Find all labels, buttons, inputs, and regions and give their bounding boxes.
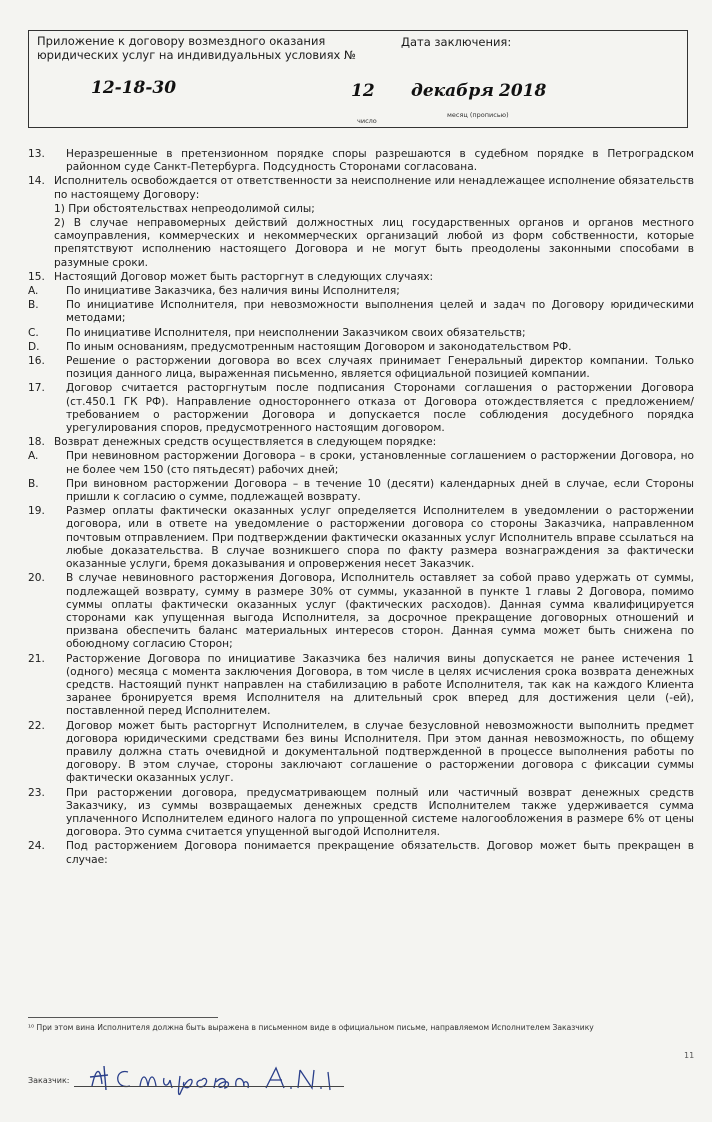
clause-number: 14. <box>28 175 45 188</box>
day-caption: число <box>357 117 377 125</box>
date-label: Дата заключения: <box>401 35 512 49</box>
clause-item <box>0 382 712 435</box>
clause-text: По инициативе Исполнителя, при неисполнении Заказчиком своих обязательств; <box>66 326 526 339</box>
footnote-divider <box>28 1017 218 1018</box>
contract-day: 12 <box>351 81 375 101</box>
clause-number: 16. <box>28 355 45 368</box>
clause-number: 24. <box>28 840 45 853</box>
contract-number: 12-18-30 <box>91 78 177 98</box>
clause-number: D. <box>28 340 40 353</box>
clause-text: Возврат денежных средств осуществляется в следующем порядке: <box>54 436 437 449</box>
clause-text: По инициативе Заказчика, без наличия вины Исполнителя; <box>66 285 400 298</box>
clause-number: B. <box>28 299 39 312</box>
contract-month: декабря <box>411 81 494 101</box>
clause-text: При невиновном расторжении Договора – в сроки, установленные соглашением о расторжении Договора, но не более чем 150 (сто пятьдесят) рабочих дней; <box>66 450 694 476</box>
signature-label: Заказчик: <box>28 1076 70 1085</box>
clause-item <box>0 285 712 298</box>
contract-clauses <box>0 148 712 868</box>
footnote: ¹⁰ При этом вина Исполнителя должна быть выражена в письменном виде в официальном письме, направляемом Исполнителем Заказчику <box>28 1023 594 1032</box>
appendix-title: Приложение к договору возмездного оказания юридических услуг на индивидуальных условиях № <box>37 34 356 62</box>
clause-text: Под расторжением Договора понимается прекращение обязательств. Договор может быть прекращен в случае: <box>66 840 694 866</box>
clause-number: 23. <box>28 786 45 799</box>
clause-item <box>0 271 712 284</box>
clause-text: При виновном расторжении Договора – в течение 10 (десяти) календарных дней в случае, если Стороны пришли к согласию о сумме, подлежащей возврату. <box>66 477 694 504</box>
month-caption: месяц (прописью) <box>447 111 509 119</box>
clause-item <box>0 327 712 340</box>
clause-number: 19. <box>28 505 45 518</box>
clause-text: При расторжении договора, предусматривающем полный или частичный возврат денежных средств Заказчику, из суммы возвращаемых денежных средств Исполнителем также удерживается сумма уплаченного Исполнителем единого налога по упрощенной системе налогообложения в размере 6% от цены договора. Это сумма считается упущенной выгодой Исполнителя. <box>66 786 694 839</box>
clause-item <box>0 148 712 174</box>
clause-item <box>0 787 712 840</box>
clause-item <box>0 203 712 216</box>
clause-number: A. <box>28 450 39 463</box>
clause-number: 20. <box>28 572 45 585</box>
clause-item <box>0 355 712 381</box>
clause-item <box>0 840 712 866</box>
clause-number: 15. <box>28 270 45 283</box>
signature-line <box>74 1086 344 1087</box>
header-box <box>28 30 688 128</box>
page-number: 11 <box>684 1051 695 1060</box>
clause-item <box>0 572 712 651</box>
clause-item <box>0 653 712 719</box>
clause-item <box>0 720 712 786</box>
clause-number: C. <box>28 326 39 339</box>
clause-text: Размер оплаты фактически оказанных услуг определяется Исполнителем в уведомлении о расторжении договора, или в ответе на уведомление о расторжении договора со стороны Заказчика, направленном почтовым отправлением. При подтверждении фактически оказанных услуг Исполнитель вправе ссылаться на любые доказательства. В случае возникшего спора по факту размера вознаграждения за фактически оказанные услуги, бремя доказывания и опровержения несет Заказчик. <box>66 505 694 571</box>
clause-item <box>0 175 712 201</box>
clause-number: B. <box>28 477 39 490</box>
clause-item <box>0 478 712 504</box>
clause-text: Расторжение Договора по инициативе Заказчика без наличия вины допускается не ранее истечения 1 (одного) месяца с момента заключения Договора, в том числе в целях исчисления срока возврата денежных средств. Настоящий пункт направлен на стабилизацию в работе Исполнителя, так как на каждого Клиента заранее бронируется время Исполнителя на длительный срок вперед для достижения цели (-ей), поставленной перед Исполнителем. <box>66 652 694 718</box>
clause-item <box>0 450 712 476</box>
clause-text: Договор считается расторгнутым после подписания Сторонами соглашения о расторжении Договора (ст.450.1 ГК РФ). Направление одностороннего отказа от Договора отождествляется с предложением/требованием о расторжении Договора и допускается после соблюдения досудебного порядка урегулирования споров, предусмотренного настоящим договором. <box>66 382 694 435</box>
clause-number: 21. <box>28 652 45 665</box>
clause-text: По иным основаниям, предусмотренным настоящим Договором и законодательством РФ. <box>66 340 572 353</box>
clause-text: В случае невиновного расторжения Договора, Исполнитель оставляет за собой право удержать от суммы, подлежащей возврату, сумму в размере 30% от суммы, указанной в пункте 1 главы 2 Договора, помимо суммы оплаты фактически оказанных услуг (фактических расходов). Данная сумма квалифицируется сторонами как упущенная выгода Исполнителя, за досрочное прекращение договорных отношений и призвана обеспечить баланс материальных интересов сторон. Данная сумма может быть снижена по обоюдному согласию Сторон; <box>66 572 694 651</box>
clause-number: A. <box>28 285 39 298</box>
clause-item <box>0 341 712 354</box>
clause-item <box>0 217 712 270</box>
clause-text: Неразрешенные в претензионном порядке споры разрешаются в судебном порядке в Петроградском районном суде Санкт-Петербурга. Подсудность Сторонами согласована. <box>66 148 694 174</box>
clause-item <box>0 299 712 325</box>
clause-number: 13. <box>28 148 45 160</box>
clause-text: Договор может быть расторгнут Исполнителем, в случае безусловной невозможности выполнить предмет договора юридическими средствами без вины Исполнителя. При этом данная невозможность, по общему правилу должна стать очевидной и документальной подтвержденной в процессе выполнения работы по договору. В этом случае, стороны заключают соглашение о расторжении договора с фиксации суммы фактически оказанных услуг. <box>66 719 694 785</box>
contract-year: 2018 <box>499 81 547 101</box>
clause-text: Решение о расторжении договора во всех случаях принимает Генеральный директор компании. Только позиция данного лица, выраженная письменно, является официальной позицией компании. <box>66 355 694 381</box>
clause-text: По инициативе Исполнителя, при невозможности выполнения целей и задач по Договору юридическими методами; <box>66 299 694 325</box>
clause-text: Исполнитель освобождается от ответственности за неисполнение или ненадлежащее исполнение обязательств по настоящему Договору: <box>54 175 694 201</box>
clause-text: Настоящий Договор может быть расторгнут в следующих случаях: <box>54 270 434 283</box>
clause-number: 18. <box>28 436 45 449</box>
clause-item <box>0 505 712 571</box>
clause-text: 1) При обстоятельствах непреодолимой силы; <box>54 202 315 215</box>
clause-number: 17. <box>28 382 45 395</box>
clause-item <box>0 436 712 449</box>
clause-number: 22. <box>28 719 45 732</box>
handwritten-signature <box>84 1060 344 1096</box>
clause-text: 2) В случае неправомерных действий должностных лиц государственных органов и органов местного самоуправления, коммерческих и некоммерческих организаций любой из форм собственности, которые препятствуют исполнению настоящего Договора и не могут быть преодолены законными способами в разумные сроки. <box>54 217 694 269</box>
